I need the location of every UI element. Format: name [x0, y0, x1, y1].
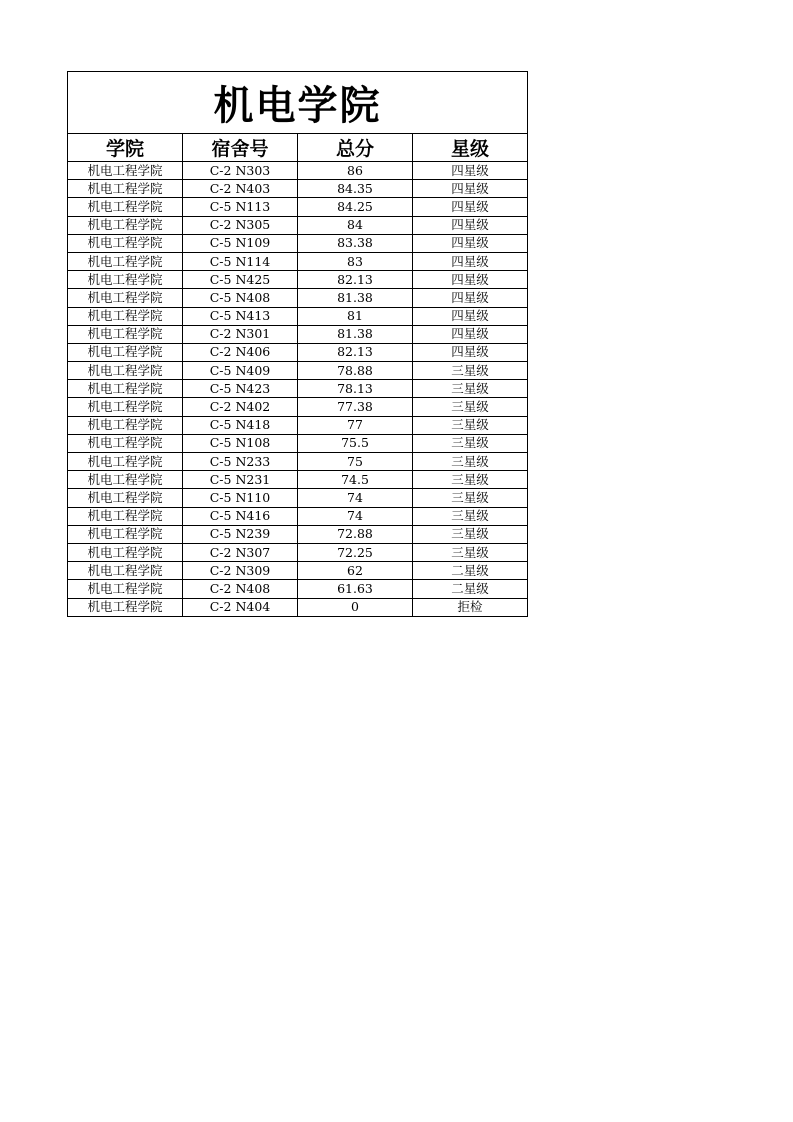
college-cell: 机电工程学院: [68, 525, 183, 543]
column-header-total-score: 总分: [298, 134, 413, 162]
table-row: [68, 162, 528, 180]
table-row: [68, 453, 528, 471]
star-rating-cell: 四星级: [413, 216, 528, 234]
total-score-cell: 74.5: [298, 471, 413, 489]
star-rating-cell: 三星级: [413, 471, 528, 489]
table-body: [68, 162, 528, 617]
dorm-number-cell: C-2 N408: [183, 580, 298, 598]
table-row: [68, 489, 528, 507]
total-score-cell: 75.5: [298, 434, 413, 452]
dorm-number-cell: C-5 N231: [183, 471, 298, 489]
total-score-cell: 77.38: [298, 398, 413, 416]
table-row: [68, 398, 528, 416]
college-cell: 机电工程学院: [68, 434, 183, 452]
table-row: [68, 525, 528, 543]
table-row: [68, 325, 528, 343]
star-rating-cell: 四星级: [413, 198, 528, 216]
star-rating-cell: 二星级: [413, 580, 528, 598]
total-score-cell: 81: [298, 307, 413, 325]
total-score-cell: 83: [298, 252, 413, 270]
dorm-number-cell: C-2 N303: [183, 162, 298, 180]
dorm-number-cell: C-5 N108: [183, 434, 298, 452]
total-score-cell: 72.25: [298, 543, 413, 561]
total-score-cell: 83.38: [298, 234, 413, 252]
dorm-number-cell: C-2 N301: [183, 325, 298, 343]
dorm-number-cell: C-5 N408: [183, 289, 298, 307]
dorm-number-cell: C-5 N239: [183, 525, 298, 543]
star-rating-cell: 拒检: [413, 598, 528, 616]
college-cell: 机电工程学院: [68, 180, 183, 198]
dorm-number-cell: C-2 N406: [183, 343, 298, 361]
college-cell: 机电工程学院: [68, 216, 183, 234]
table-row: [68, 343, 528, 361]
college-cell: 机电工程学院: [68, 162, 183, 180]
total-score-cell: 84: [298, 216, 413, 234]
star-rating-cell: 三星级: [413, 416, 528, 434]
star-rating-cell: 三星级: [413, 453, 528, 471]
college-cell: 机电工程学院: [68, 325, 183, 343]
star-rating-cell: 三星级: [413, 489, 528, 507]
dorm-number-cell: C-2 N305: [183, 216, 298, 234]
total-score-cell: 75: [298, 453, 413, 471]
table-row: [68, 507, 528, 525]
college-cell: 机电工程学院: [68, 598, 183, 616]
dorm-number-cell: C-2 N309: [183, 562, 298, 580]
dorm-number-cell: C-2 N403: [183, 180, 298, 198]
dorm-number-cell: C-5 N413: [183, 307, 298, 325]
total-score-cell: 84.35: [298, 180, 413, 198]
dorm-number-cell: C-5 N409: [183, 362, 298, 380]
table-row: [68, 180, 528, 198]
college-cell: 机电工程学院: [68, 416, 183, 434]
college-cell: 机电工程学院: [68, 343, 183, 361]
column-header-dorm-number: 宿舍号: [183, 134, 298, 162]
column-header-college: 学院: [68, 134, 183, 162]
total-score-cell: 74: [298, 489, 413, 507]
college-cell: 机电工程学院: [68, 543, 183, 561]
college-cell: 机电工程学院: [68, 198, 183, 216]
table-row: [68, 580, 528, 598]
college-cell: 机电工程学院: [68, 289, 183, 307]
table-row: [68, 234, 528, 252]
star-rating-cell: 四星级: [413, 180, 528, 198]
total-score-cell: 78.88: [298, 362, 413, 380]
table-row: [68, 252, 528, 270]
column-header-star-rating: 星级: [413, 134, 528, 162]
dorm-number-cell: C-2 N404: [183, 598, 298, 616]
college-cell: 机电工程学院: [68, 362, 183, 380]
college-cell: 机电工程学院: [68, 453, 183, 471]
college-cell: 机电工程学院: [68, 307, 183, 325]
dorm-number-cell: C-2 N307: [183, 543, 298, 561]
star-rating-cell: 四星级: [413, 162, 528, 180]
college-cell: 机电工程学院: [68, 252, 183, 270]
college-cell: 机电工程学院: [68, 234, 183, 252]
dorm-number-cell: C-5 N110: [183, 489, 298, 507]
table-row: [68, 362, 528, 380]
dorm-number-cell: C-5 N114: [183, 252, 298, 270]
table-row: [68, 198, 528, 216]
dorm-number-cell: C-5 N418: [183, 416, 298, 434]
dorm-number-cell: C-5 N113: [183, 198, 298, 216]
table-row: [68, 416, 528, 434]
star-rating-cell: 四星级: [413, 289, 528, 307]
star-rating-cell: 四星级: [413, 343, 528, 361]
table-row: [68, 271, 528, 289]
table-row: [68, 380, 528, 398]
total-score-cell: 78.13: [298, 380, 413, 398]
college-cell: 机电工程学院: [68, 489, 183, 507]
college-cell: 机电工程学院: [68, 562, 183, 580]
star-rating-cell: 三星级: [413, 543, 528, 561]
total-score-cell: 61.63: [298, 580, 413, 598]
college-cell: 机电工程学院: [68, 580, 183, 598]
college-cell: 机电工程学院: [68, 398, 183, 416]
star-rating-cell: 二星级: [413, 562, 528, 580]
star-rating-cell: 四星级: [413, 234, 528, 252]
dorm-number-cell: C-5 N425: [183, 271, 298, 289]
table-row: [68, 434, 528, 452]
college-cell: 机电工程学院: [68, 271, 183, 289]
dorm-number-cell: C-2 N402: [183, 398, 298, 416]
star-rating-cell: 三星级: [413, 362, 528, 380]
total-score-cell: 62: [298, 562, 413, 580]
total-score-cell: 74: [298, 507, 413, 525]
total-score-cell: 77: [298, 416, 413, 434]
total-score-cell: 82.13: [298, 271, 413, 289]
table-row: [68, 307, 528, 325]
table-title: 机电学院: [68, 72, 528, 134]
table-row: [68, 598, 528, 616]
total-score-cell: 72.88: [298, 525, 413, 543]
table-row: [68, 543, 528, 561]
dormitory-score-table: [67, 71, 528, 617]
star-rating-cell: 四星级: [413, 325, 528, 343]
star-rating-cell: 三星级: [413, 507, 528, 525]
star-rating-cell: 三星级: [413, 525, 528, 543]
table-row: [68, 216, 528, 234]
college-cell: 机电工程学院: [68, 471, 183, 489]
table-row: [68, 562, 528, 580]
total-score-cell: 84.25: [298, 198, 413, 216]
star-rating-cell: 三星级: [413, 380, 528, 398]
star-rating-cell: 三星级: [413, 434, 528, 452]
star-rating-cell: 四星级: [413, 307, 528, 325]
dorm-number-cell: C-5 N233: [183, 453, 298, 471]
table-row: [68, 289, 528, 307]
star-rating-cell: 四星级: [413, 271, 528, 289]
total-score-cell: 0: [298, 598, 413, 616]
dorm-number-cell: C-5 N109: [183, 234, 298, 252]
total-score-cell: 81.38: [298, 289, 413, 307]
table-row: [68, 471, 528, 489]
college-cell: 机电工程学院: [68, 507, 183, 525]
dorm-number-cell: C-5 N423: [183, 380, 298, 398]
total-score-cell: 82.13: [298, 343, 413, 361]
star-rating-cell: 四星级: [413, 252, 528, 270]
total-score-cell: 86: [298, 162, 413, 180]
dorm-number-cell: C-5 N416: [183, 507, 298, 525]
total-score-cell: 81.38: [298, 325, 413, 343]
star-rating-cell: 三星级: [413, 398, 528, 416]
college-cell: 机电工程学院: [68, 380, 183, 398]
